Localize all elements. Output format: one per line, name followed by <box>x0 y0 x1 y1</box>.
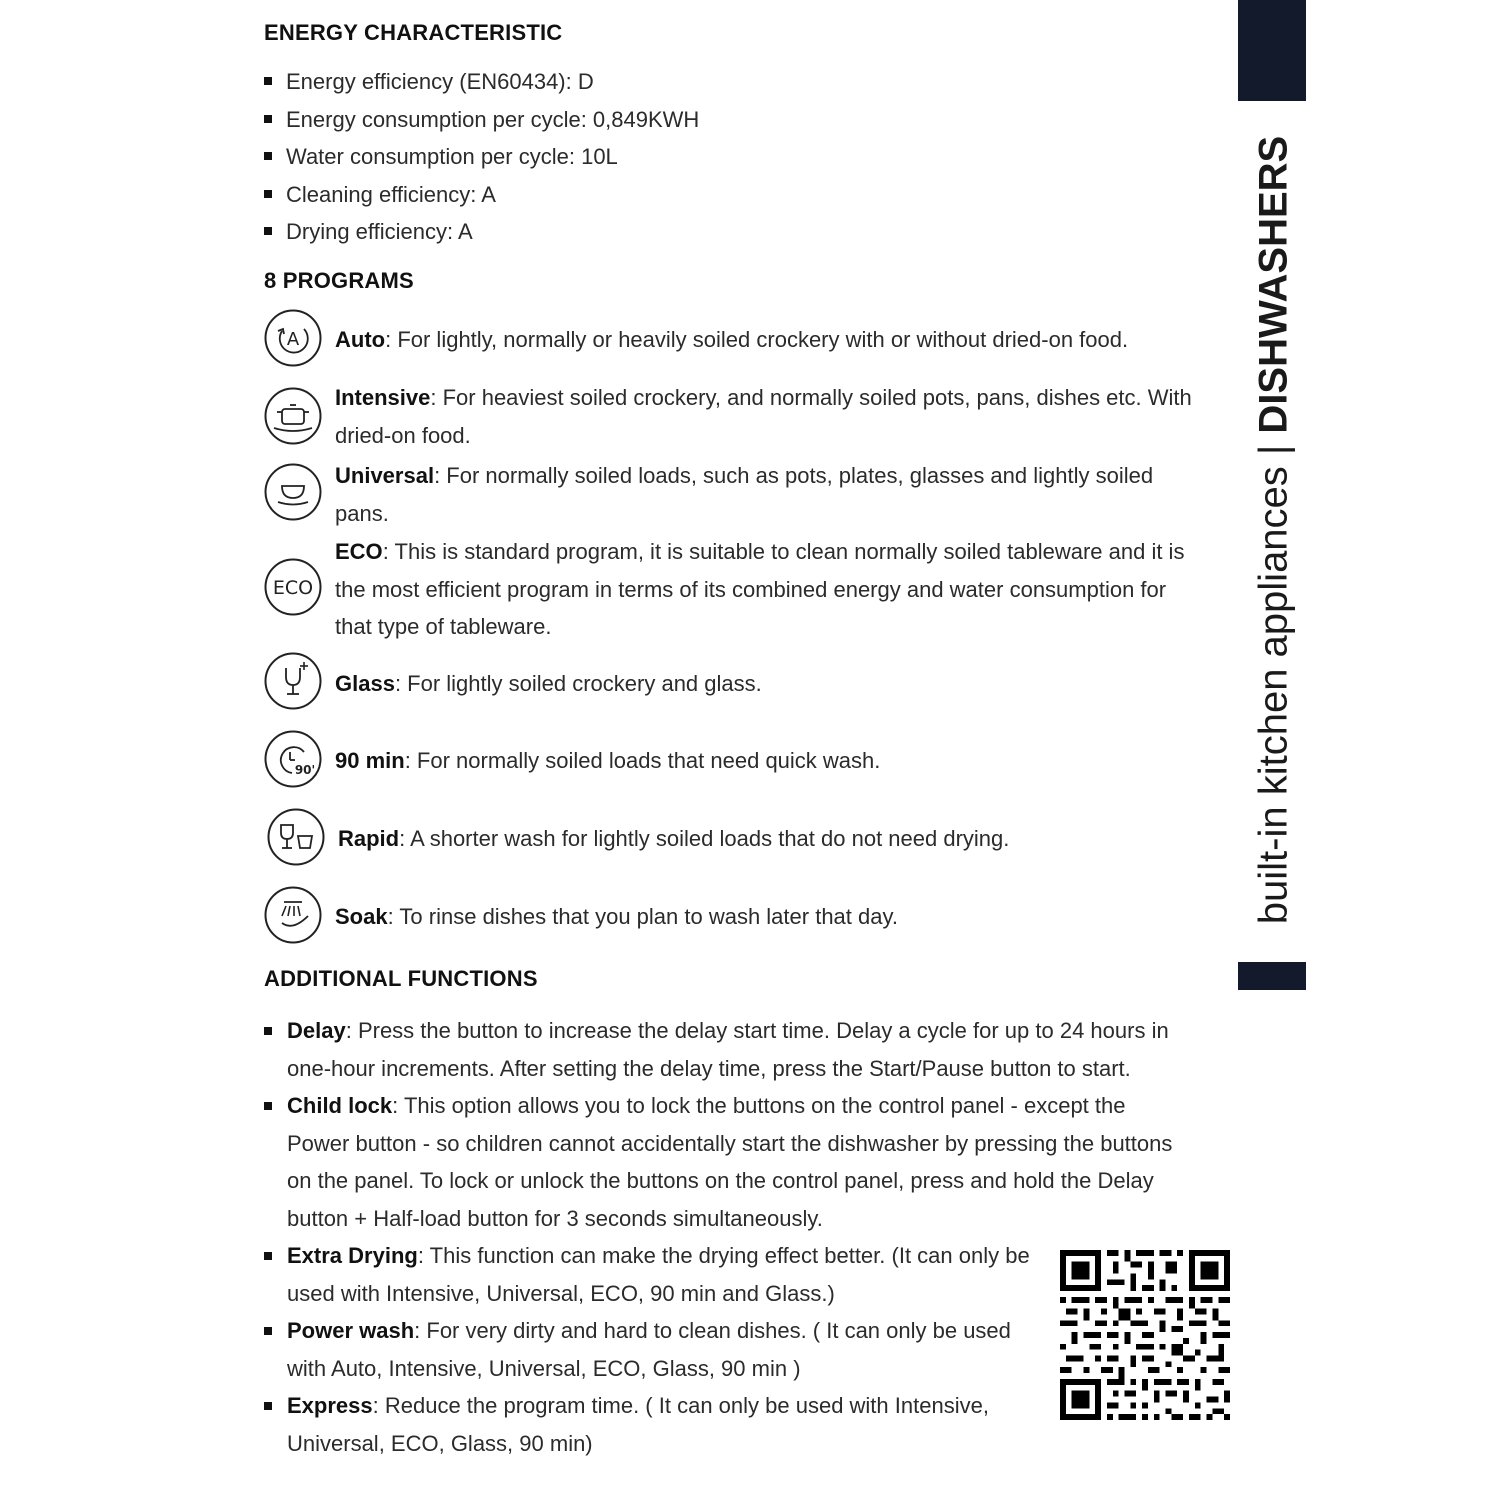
program-90-min-text: 90 min: For normally soiled loads that need quick wash. <box>335 748 881 773</box>
sidebar-accent-bar-top <box>1238 0 1306 101</box>
energy-item: Water consumption per cycle: 10L <box>264 138 618 176</box>
sidebar-accent-bar-bottom <box>1238 962 1306 990</box>
soak-spray-icon <box>264 886 322 944</box>
program-soak-text: Soak: To rinse dishes that you plan to wash later that day. <box>335 904 898 929</box>
universal-bowl-icon <box>264 463 322 521</box>
bullet-icon <box>264 152 272 160</box>
energy-item: Cleaning efficiency: A <box>264 176 496 214</box>
energy-item: Energy consumption per cycle: 0,849KWH <box>264 101 699 139</box>
function-delay: Delay: Press the button to increase the delay start time. Delay a cycle for up to 24 hours in one-hour increments. After setting the delay time, press the Start/Pause button to start. <box>264 1012 1184 1087</box>
program-glass-text: Glass: For lightly soiled crockery and glass. <box>335 671 762 696</box>
sidebar-category-label: built-in kitchen appliances | DISHWASHERS <box>1251 135 1296 925</box>
function-child-lock: Child lock: This option allows you to lock the buttons on the control panel - except the Power button - so children cannot accidentally start the dishwasher by pressing the buttons on the panel. To lock or unlock the buttons on the control panel, press and hold the Delay button + Half-load button for 3 seconds simultaneously. <box>264 1087 1184 1237</box>
auto-icon <box>264 309 322 367</box>
bullet-icon <box>264 77 272 85</box>
bullet-icon <box>264 1402 272 1410</box>
intensive-pot-icon <box>264 387 322 445</box>
function-power-wash: Power wash: For very dirty and hard to clean dishes. ( It can only be used with Auto, Intensive, Universal, ECO, Glass, 90 min ) <box>264 1312 1034 1387</box>
program-auto-text: Auto: For lightly, normally or heavily soiled crockery with or without dried-on food. <box>335 327 1129 352</box>
bullet-icon <box>264 115 272 123</box>
additional-section-title: ADDITIONAL FUNCTIONS <box>264 966 538 991</box>
energy-item: Drying efficiency: A <box>264 213 473 251</box>
bullet-icon <box>264 1027 272 1035</box>
svg-text:A: A <box>286 329 300 350</box>
bullet-icon <box>264 1102 272 1110</box>
bullet-icon <box>264 1327 272 1335</box>
bullet-icon <box>264 227 272 235</box>
programs-section-title: 8 PROGRAMS <box>264 268 414 293</box>
svg-text:90': 90' <box>294 763 316 777</box>
bullet-icon <box>264 190 272 198</box>
qr-code-icon <box>1060 1250 1230 1420</box>
clock-90-icon <box>264 730 322 788</box>
energy-section-title: ENERGY CHARACTERISTIC <box>264 20 563 45</box>
program-eco-text: ECO: This is standard program, it is suitable to clean normally soiled tableware and it is the most efficient program in terms of its combined energy and water consumption for that type of tableware. <box>335 539 1185 639</box>
energy-item: Energy efficiency (EN60434): D <box>264 63 594 101</box>
function-extra-drying: Extra Drying: This function can make the drying effect better. (It can only be used with Intensive, Universal, ECO, 90 min and Glass.) <box>264 1237 1064 1312</box>
bullet-icon <box>264 1252 272 1260</box>
eco-icon <box>264 558 322 616</box>
program-intensive-text: Intensive: For heaviest soiled crockery, and normally soiled pots, pans, dishes etc. With dried-on food. <box>335 385 1192 448</box>
program-universal-text: Universal: For normally soiled loads, such as pots, plates, glasses and lightly soiled pans. <box>335 463 1154 526</box>
program-rapid-text: Rapid: A shorter wash for lightly soiled loads that do not need drying. <box>338 826 1010 851</box>
function-express: Express: Reduce the program time. ( It can only be used with Intensive, Universal, ECO, Glass, 90 min) <box>264 1387 1024 1462</box>
glass-icon <box>264 652 322 710</box>
svg-text:ECO: ECO <box>272 577 314 599</box>
rapid-glass-cup-icon <box>267 808 325 866</box>
